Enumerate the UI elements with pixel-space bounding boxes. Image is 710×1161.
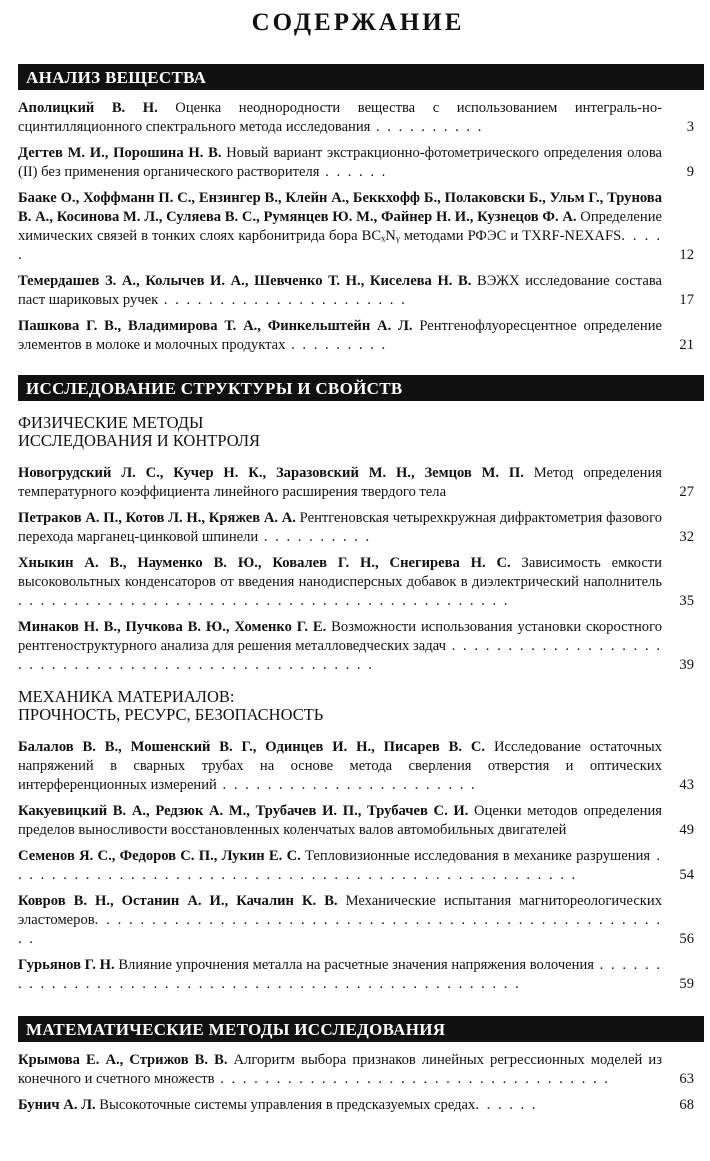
entry-title: Механические испытания магнитореологических эластомеров	[18, 893, 662, 928]
entry-page: 27	[679, 484, 694, 500]
toc-entry[interactable]	[18, 802, 698, 840]
toc-entry[interactable]	[18, 464, 698, 502]
entry-page: 39	[679, 657, 694, 673]
entry-page: 43	[679, 777, 694, 793]
entry-page: 54	[679, 867, 694, 883]
entry-title: Метод определения температурного коэффициента линейного расширения твердого тела	[18, 465, 662, 500]
entry-title: Новый вариант экстракционно-фотометрического определения олова (II) без применения органического растворителя	[18, 145, 662, 180]
subsection-line: МЕХАНИКА МАТЕРИАЛОВ:	[18, 687, 235, 706]
entry-page: 63	[679, 1071, 694, 1087]
entry-authors: Балалов В. В., Мошенский В. Г., Одинцев И. Н., Писарев В. С.	[18, 739, 486, 755]
entry-authors: Дегтев М. И., Порошина Н. В.	[18, 145, 222, 161]
section-entries	[18, 738, 698, 994]
toc-entry[interactable]	[18, 554, 698, 611]
subsection-line: ИССЛЕДОВАНИЯ И КОНТРОЛЯ	[18, 431, 261, 450]
entry-authors: Бааке О., Хоффманн П. С., Ензингер В., Клейн А., Беккхофф Б., Полаковски Б., Ульм Г., Трунова В. А., Косинова М. Л., Суляева В. С., Румянцев Ю. М., Файнер Н. И., Кузнецов Ф. А.	[18, 190, 662, 225]
entry-title: Зависимость емкости высоковольтных конденсаторов от введения нанодисперсных добавок в диэлектрический наполнитель	[18, 555, 662, 590]
entry-title: Влияние упрочнения металла на расчетные значения напряжения волочения	[114, 957, 594, 973]
leader-dots: . . . . . . . . . . . . . . . . . . . . . . . . . . . . . . . . . . .	[214, 1071, 610, 1087]
entry-authors: Ковров В. Н., Останин А. И., Качалин К. В.	[18, 893, 338, 909]
leader-dots: . . . . . . . . . . . . . . . . . . . . . . . . . . . . . . . . . . . . . . . . . . . . . . . . . . .	[18, 848, 663, 883]
subsection-line: ПРОЧНОСТЬ, РЕСУРС, БЕЗОПАСНОСТЬ	[18, 705, 324, 724]
leader-dots: . . . . . . . . . . . . . . . . . . . . . . . . . . . . . . . . . . . . . . . . . . . . . . . . . . .	[18, 638, 663, 673]
entry-authors: Крымова Е. А., Стрижов В. В.	[18, 1052, 228, 1068]
entry-page: 49	[679, 822, 694, 838]
entry-title: Высокоточные системы управления в предсказуемых средах	[95, 1097, 476, 1113]
toc-entry[interactable]	[18, 272, 698, 310]
toc-entry[interactable]	[18, 189, 698, 265]
leader-dots: . . . . . . . . . . . . . . . . . . . . . . . . . . . . . . . . . . . . . . . . . . . . . . . . . . .	[18, 957, 662, 992]
toc-entry[interactable]	[18, 317, 698, 355]
toc-entry[interactable]	[18, 99, 698, 137]
entry-title: Алгоритм выбора признаков линейных регрессионных моделей из конечного и счетного множеств	[18, 1052, 662, 1087]
entry-title: ВЭЖХ исследование состава паст шариковых ручек	[18, 273, 662, 308]
toc-entry[interactable]	[18, 1096, 698, 1115]
toc-entry[interactable]	[18, 892, 698, 949]
leader-dots: . . . . . . . . . . . . . . . . . . . . . . .	[216, 777, 477, 793]
entry-authors: Минаков Н. В., Пучкова В. Ю., Хоменко Г. Е.	[18, 619, 327, 635]
leader-dots: . . . . . . . . .	[285, 337, 388, 353]
entry-authors: Новогрудский Л. С., Кучер Н. К., Заразовский М. Н., Земцов М. П.	[18, 465, 524, 481]
leader-dots: . . . . . .	[319, 164, 388, 180]
entry-title: Оценки методов определения пределов выносливости восстановленных коленчатых валов автомобильных двигателей	[18, 803, 662, 838]
entry-title: Определение химических связей в тонких слоях карбонитрида бора BCₓNᵧ методами РФЭС и TXRF-NEXAFS	[18, 209, 662, 244]
entry-page: 68	[679, 1097, 694, 1113]
entry-page: 56	[679, 931, 694, 947]
subsection-heading-physical-methods	[18, 414, 698, 450]
leader-dots: . . . . . . . . . . . . . . . . . . . . . . . . . . . . . . . . . . . . . . . . . . . .	[18, 593, 510, 609]
entry-authors: Аполицкий В. Н.	[18, 100, 158, 116]
entry-authors: Хныкин А. В., Науменко В. Ю., Ковалев Г. Н., Снегирева Н. С.	[18, 555, 511, 571]
section-heading-structure: ИССЛЕДОВАНИЕ СТРУКТУРЫ И СВОЙСТВ	[18, 375, 704, 401]
leader-dots: . . . . . . . . . . . . . . . . . . . . . .	[158, 292, 407, 308]
leader-dots: . . . . . . . . . .	[258, 529, 372, 545]
section-heading-math-methods: МАТЕМАТИЧЕСКИЕ МЕТОДЫ ИССЛЕДОВАНИЯ	[18, 1016, 704, 1042]
section-entries	[18, 464, 698, 675]
leader-dots: . . . . . . . . . .	[370, 119, 484, 135]
entry-title: Рентгенофлуоресцентное определение элементов в молоке и молочных продуктах	[18, 318, 662, 353]
section-entries	[18, 1051, 698, 1115]
entry-title: Рентгеновская четырехкружная дифрактометрия фазового перехода марганец-цинковой шпинели	[18, 510, 662, 545]
entry-authors: Гурьянов Г. Н.	[18, 957, 115, 973]
entry-page: 59	[679, 976, 694, 992]
entry-authors: Семенов Я. С., Федоров С. П., Лукин Е. С.	[18, 848, 301, 864]
toc-entry[interactable]	[18, 509, 698, 547]
entry-authors: Бунич А. Л.	[18, 1097, 96, 1113]
entry-authors: Пашкова Г. В., Владимирова Т. А., Финкельштейн А. Л.	[18, 318, 413, 334]
toc-entry[interactable]	[18, 618, 698, 675]
subsection-line: ФИЗИЧЕСКИЕ МЕТОДЫ	[18, 413, 204, 432]
toc-entry[interactable]	[18, 847, 698, 885]
toc-entry[interactable]	[18, 738, 698, 795]
entry-page: 9	[686, 164, 694, 180]
entry-page: 35	[679, 593, 694, 609]
toc-entry[interactable]	[18, 1051, 698, 1089]
entry-page: 32	[679, 529, 694, 545]
leader-dots: . . . . .	[18, 228, 662, 263]
page-title: СОДЕРЖАНИЕ	[251, 9, 465, 36]
entry-title: Возможности использования установки скоростного рентгеноструктурного анализа для решения металловедческих задач	[18, 619, 662, 654]
entry-page: 17	[679, 292, 694, 308]
leader-dots: . . . . . .	[475, 1097, 538, 1113]
entry-authors: Петраков А. П., Котов Л. Н., Кряжев А. А.	[18, 510, 296, 526]
subsection-heading-mechanics	[18, 688, 698, 724]
section-entries	[18, 99, 698, 355]
entry-page: 3	[686, 119, 694, 135]
entry-page: 12	[679, 247, 694, 263]
entry-authors: Какуевицкий В. А., Редзюк А. М., Трубачев И. П., Трубачев С. И.	[18, 803, 469, 819]
entry-title: Исследование остаточных напряжений в сварных трубах на основе метода сверления отверстия и оптических интерференционных измерений	[18, 739, 662, 793]
entry-page: 21	[679, 337, 694, 353]
toc-entry[interactable]	[18, 956, 698, 994]
entry-authors: Темердашев З. А., Колычев И. А., Шевченко Т. Н., Киселева Н. В.	[18, 273, 472, 289]
entry-title: Оценка неоднородности вещества с использованием интеграль-но-сцинтилляционного спектрального метода исследования	[18, 100, 662, 135]
toc-entry[interactable]	[18, 144, 698, 182]
section-heading-analysis: АНАЛИЗ ВЕЩЕСТВА	[18, 64, 704, 90]
entry-title: Тепловизионные исследования в механике разрушения	[300, 848, 651, 864]
leader-dots: . . . . . . . . . . . . . . . . . . . . . . . . . . . . . . . . . . . . . . . . . . . . . . . . . . . .	[18, 912, 662, 947]
